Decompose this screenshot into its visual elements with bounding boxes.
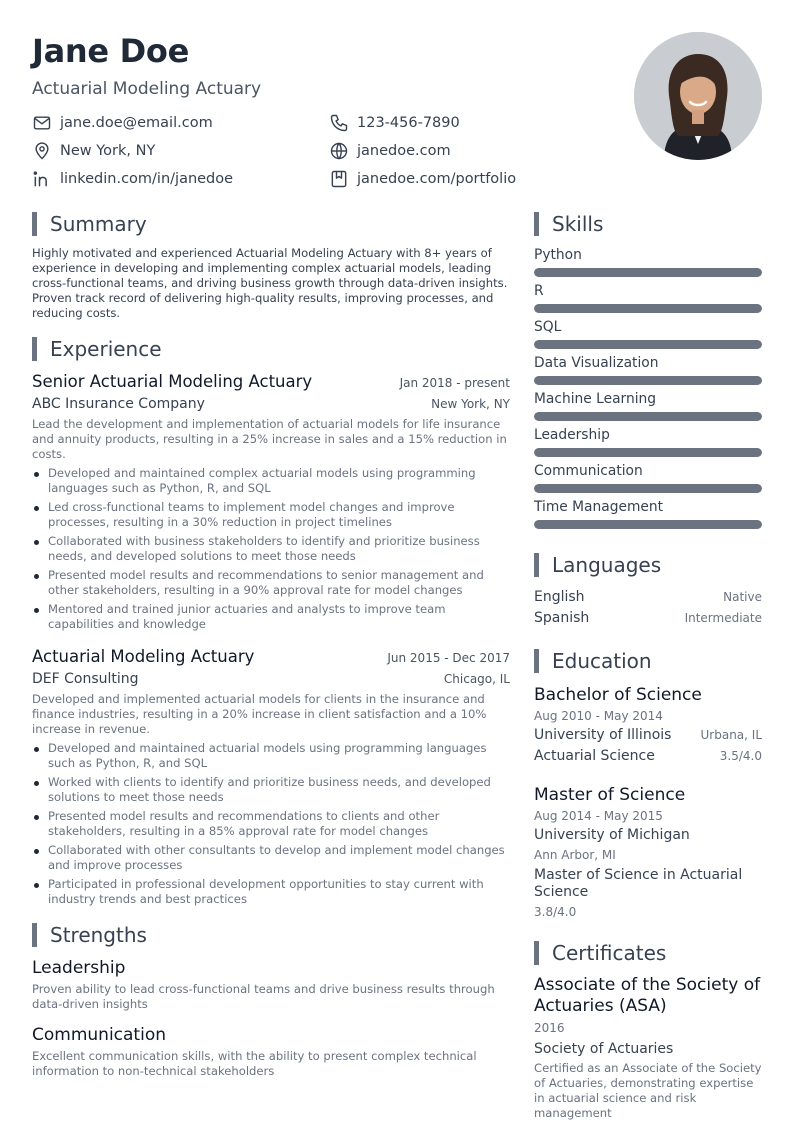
profile-photo	[634, 32, 762, 160]
contact-portfolio[interactable]	[329, 168, 516, 190]
language-name: English	[534, 589, 585, 605]
certificate-description: Certified as an Associate of the Society of Actuaries, demonstrating expertise in actuarial science and risk management	[534, 1061, 762, 1120]
heading-accent-bar	[32, 212, 37, 236]
heading-accent-bar	[32, 923, 37, 947]
contact-info	[32, 112, 532, 196]
language-item	[534, 587, 762, 608]
heading-accent-bar	[534, 212, 539, 236]
strengths-heading: Strengths	[32, 921, 510, 949]
list-item: Collaborated with business stakeholders to identify and prioritize business needs, and developed solutions to meet those needs	[32, 534, 510, 564]
strength-item	[32, 1024, 510, 1079]
job-entry	[32, 371, 510, 632]
education-school: University of Illinois	[534, 727, 672, 743]
language-level: Native	[723, 590, 762, 604]
education-gpa: 3.5/4.0	[719, 749, 762, 763]
experience-heading: Experience	[32, 335, 510, 363]
skill-item	[534, 246, 762, 277]
language-name: Spanish	[534, 610, 590, 626]
list-item: Participated in professional development opportunities to stay current with industry trends and best practices	[32, 877, 510, 907]
languages-list	[534, 587, 762, 629]
skill-item	[534, 390, 762, 421]
contact-email[interactable]	[32, 112, 213, 134]
skill-level-bar	[534, 376, 762, 385]
strength-name: Communication	[32, 1025, 166, 1045]
contact-website[interactable]	[329, 140, 451, 162]
job-description: Lead the development and implementation of actuarial models for life insurance and annuity products, resulting in a 25% increase in sales and a 15% reduction in costs.	[32, 417, 507, 461]
contact-location	[32, 140, 155, 162]
website-text: janedoe.com	[357, 143, 451, 159]
skill-name: SQL	[534, 319, 562, 335]
job-description: Developed and implemented actuarial models for clients in the insurance and finance industries, resulting in a 20% increase in client satisfaction and a 10% increase in revenue.	[32, 692, 487, 736]
skill-level-bar	[534, 268, 762, 277]
heading-accent-bar	[534, 941, 539, 965]
list-item: Collaborated with other consultants to develop and implement model changes and improve processes	[32, 843, 510, 873]
education-date: Aug 2014 - May 2015	[534, 809, 663, 823]
contact-phone[interactable]	[329, 112, 460, 134]
globe-icon	[329, 141, 349, 161]
job-company: ABC Insurance Company	[32, 396, 205, 412]
skills-list	[534, 246, 762, 529]
skill-level-bar	[534, 448, 762, 457]
skill-item	[534, 498, 762, 529]
linkedin-icon	[32, 169, 52, 189]
skill-name: Data Visualization	[534, 355, 659, 371]
skill-level-fill	[534, 340, 762, 349]
skill-name: Python	[534, 247, 582, 263]
avatar	[634, 32, 762, 160]
job-title: Actuarial Modeling Actuary	[32, 647, 255, 666]
job-entry	[32, 646, 510, 907]
resume-header	[32, 32, 632, 100]
list-item: Worked with clients to identify and prioritize business needs, and developed solutions to meet those needs	[32, 775, 510, 805]
map-pin-icon	[32, 141, 52, 161]
education-location: Ann Arbor, MI	[534, 848, 616, 862]
language-level: Intermediate	[684, 611, 762, 625]
list-item: Developed and maintained complex actuarial models using programming languages such as Python, R, and SQL	[32, 466, 510, 496]
education-gpa: 3.8/4.0	[534, 905, 577, 919]
skill-level-fill	[534, 520, 762, 529]
left-column	[32, 210, 510, 1091]
skill-level-fill	[534, 448, 762, 457]
list-item: Mentored and trained junior actuaries and analysts to improve team capabilities and knowledge	[32, 602, 510, 632]
candidate-name: Jane Doe	[32, 32, 189, 70]
skill-item	[534, 462, 762, 493]
job-date: Jun 2015 - Dec 2017	[387, 651, 510, 665]
languages-heading: Languages	[534, 551, 762, 579]
skill-item	[534, 282, 762, 313]
skill-name: R	[534, 283, 544, 299]
strength-item	[32, 957, 510, 1012]
linkedin-text: linkedin.com/in/janedoe	[60, 171, 234, 187]
strength-description: Proven ability to lead cross-functional teams and drive business results through data-driven insights	[32, 982, 495, 1011]
job-bullets	[32, 466, 510, 632]
certificate-issuer: Society of Actuaries	[534, 1041, 674, 1057]
education-degree: Master of Science	[534, 785, 686, 805]
job-location: New York, NY	[431, 397, 510, 411]
skill-name: Machine Learning	[534, 391, 657, 407]
job-title: Senior Actuarial Modeling Actuary	[32, 372, 313, 391]
skill-level-fill	[534, 484, 762, 493]
education-school: University of Michigan	[534, 827, 690, 843]
list-item: Presented model results and recommendations to senior management and other stakeholders, resulting in a 90% approval rate for model changes	[32, 568, 510, 598]
education-heading: Education	[534, 647, 762, 675]
candidate-title: Actuarial Modeling Actuary	[32, 79, 262, 99]
heading-accent-bar	[534, 649, 539, 673]
skill-level-bar	[534, 520, 762, 529]
summary-heading: Summary	[32, 210, 510, 238]
email-text: jane.doe@email.com	[60, 115, 213, 131]
right-column	[534, 210, 762, 1121]
summary-text: Highly motivated and experienced Actuarial Modeling Actuary with 8+ years of experience in developing and implementing complex actuarial models, leading cross-functional teams, and driving business growth through data-driven insights. Proven track record of delivering high-quality results, improving processes, and reducing costs.	[32, 246, 508, 320]
list-item: Led cross-functional teams to implement model changes and improve processes, resulting in a 30% reduction in project timelines	[32, 500, 510, 530]
skill-level-fill	[534, 268, 762, 277]
skill-level-bar	[534, 340, 762, 349]
contact-linkedin[interactable]	[32, 168, 233, 190]
language-item	[534, 608, 762, 629]
skill-level-bar	[534, 412, 762, 421]
job-date: Jan 2018 - present	[399, 376, 510, 390]
skill-level-bar	[534, 304, 762, 313]
job-company: DEF Consulting	[32, 671, 139, 687]
skill-name: Communication	[534, 463, 643, 479]
skill-level-fill	[534, 304, 762, 313]
skill-item	[534, 354, 762, 385]
education-item	[534, 783, 762, 921]
certificate-name: Associate of the Society of Actuaries (ASA)	[534, 975, 761, 1016]
education-field: Master of Science in Actuarial Science	[534, 867, 743, 900]
location-text: New York, NY	[60, 143, 156, 159]
bookmark-icon	[329, 169, 349, 189]
skill-item	[534, 318, 762, 349]
education-date: Aug 2010 - May 2014	[534, 709, 663, 723]
heading-accent-bar	[534, 553, 539, 577]
education-degree: Bachelor of Science	[534, 685, 702, 705]
education-location: Urbana, IL	[700, 728, 762, 742]
list-item: Developed and maintained actuarial models using programming languages such as Python, R, and SQL	[32, 741, 510, 771]
certificates-heading: Certificates	[534, 939, 762, 967]
skills-heading: Skills	[534, 210, 762, 238]
skill-name: Time Management	[534, 499, 664, 515]
phone-icon	[329, 113, 349, 133]
skill-name: Leadership	[534, 427, 610, 443]
mail-icon	[32, 113, 52, 133]
skill-item	[534, 426, 762, 457]
skill-level-fill	[534, 412, 762, 421]
strength-description: Excellent communication skills, with the ability to present complex technical information to non-technical stakeholders	[32, 1049, 477, 1078]
certificate-item	[534, 975, 762, 1121]
skill-level-fill	[534, 376, 762, 385]
education-field: Actuarial Science	[534, 748, 655, 764]
phone-text: 123-456-7890	[357, 115, 460, 131]
strength-name: Leadership	[32, 958, 126, 978]
job-bullets	[32, 741, 510, 907]
list-item: Presented model results and recommendations to clients and other stakeholders, resulting in a 85% approval rate for model changes	[32, 809, 510, 839]
heading-accent-bar	[32, 337, 37, 361]
certificate-year: 2016	[534, 1021, 565, 1035]
skill-level-bar	[534, 484, 762, 493]
job-location: Chicago, IL	[443, 672, 510, 686]
portfolio-text: janedoe.com/portfolio	[357, 171, 517, 187]
education-item	[534, 683, 762, 767]
